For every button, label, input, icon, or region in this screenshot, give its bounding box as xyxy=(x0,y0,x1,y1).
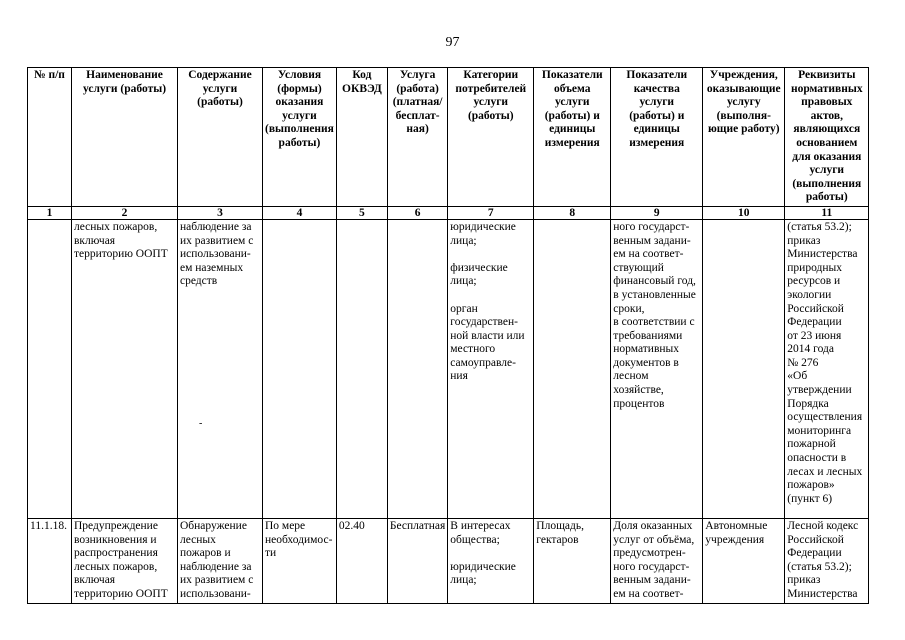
cell-line: (пункт 6) xyxy=(787,492,833,505)
cell-line: ного государст- xyxy=(613,560,690,573)
cell-line: ресурсов и xyxy=(787,275,841,288)
cell-line: наблюдение за xyxy=(180,220,252,233)
cell-line: бесплат- xyxy=(395,109,440,122)
cell-line: необходимос- xyxy=(265,533,333,546)
cell-line: услуги xyxy=(473,96,509,109)
column-number: 6 xyxy=(387,206,447,219)
cell-line: Показатели xyxy=(626,69,688,81)
cell-line: лица; xyxy=(450,574,477,587)
cell-line: от 23 июня xyxy=(787,329,842,342)
cell-line: Условия xyxy=(277,69,322,81)
cell-line: пожаров и xyxy=(180,547,231,560)
line-gap xyxy=(450,547,531,561)
column-number: 2 xyxy=(72,206,178,219)
cell-line: Содержание xyxy=(188,69,252,81)
cell-line: физические xyxy=(450,261,508,274)
cell-line: (работы) и xyxy=(544,109,600,122)
cell-line: Наименование xyxy=(86,69,163,81)
cell-line: венным задани- xyxy=(613,234,691,247)
cell-line: использовани- xyxy=(180,248,251,261)
cell-line: предусмотрен- xyxy=(613,547,686,560)
cell-line: № п/п xyxy=(34,69,65,81)
cell-line: наблюдение за xyxy=(180,560,252,573)
cell-line: являющихся xyxy=(793,123,861,136)
line-gap xyxy=(450,289,531,303)
cell-line: единицы xyxy=(633,123,680,136)
cell-line: ем на соответ- xyxy=(613,248,684,261)
cell-line: работы) xyxy=(805,191,848,204)
cell-line: ствующий xyxy=(613,261,664,274)
cell-line: их развитием с xyxy=(180,574,254,587)
cell-line: самоуправле- xyxy=(450,356,516,369)
cell-line: потребителей xyxy=(455,82,527,95)
cell-line: Реквизиты xyxy=(798,69,856,81)
cell-line: возникновения и xyxy=(74,533,157,546)
header-cell xyxy=(448,68,534,207)
cell-line: В интересах xyxy=(450,519,511,532)
cell-line: Услуга xyxy=(399,69,436,81)
cell-line: приказ xyxy=(787,574,821,587)
cell-line: Категории xyxy=(463,69,519,81)
column-number: 4 xyxy=(263,206,337,219)
cell-line: нормативных xyxy=(613,343,680,356)
column-number: 8 xyxy=(534,206,611,219)
table-cell xyxy=(387,518,447,603)
table-cell xyxy=(72,219,178,518)
cell-line: местного xyxy=(450,343,496,356)
cell-line: 02.40 xyxy=(338,519,365,532)
table-cell xyxy=(178,518,263,603)
cell-line: пожарной xyxy=(787,438,836,451)
header-cell xyxy=(336,68,387,207)
cell-line: работы) xyxy=(278,136,321,149)
table-cell xyxy=(785,219,869,518)
cell-line: учреждения xyxy=(705,533,765,546)
cell-line: Учреждения, xyxy=(709,69,778,81)
cell-line: (статья 53.2); xyxy=(787,220,852,233)
table-cell xyxy=(387,219,447,518)
header-cell xyxy=(28,68,72,207)
header-cell xyxy=(72,68,178,207)
table-cell xyxy=(611,518,703,603)
cell-line: единицы xyxy=(549,123,596,136)
cell-line: для оказания xyxy=(792,150,862,163)
cell-line: Площадь, xyxy=(536,519,585,532)
cell-line: приказ xyxy=(787,234,821,247)
table-cell xyxy=(28,219,72,518)
cell-line: услугу xyxy=(726,96,761,109)
cell-line: территорию ООПТ xyxy=(74,248,168,261)
cell-line: измерения xyxy=(544,136,600,149)
table-cell xyxy=(534,219,611,518)
cell-line: (работа) xyxy=(396,82,439,95)
cell-line: общества; xyxy=(450,533,500,546)
cell-line: 2014 года xyxy=(787,343,834,356)
cell-line: 11.1.18. xyxy=(30,519,67,532)
header-cell xyxy=(785,68,869,207)
cell-line: ния xyxy=(450,370,468,383)
cell-line: актов, xyxy=(810,109,843,122)
cell-line: (работы) и xyxy=(629,109,685,122)
cell-line: Автономные xyxy=(705,519,768,532)
cell-line: пожаров» xyxy=(787,479,835,492)
cell-line: измерения xyxy=(629,136,685,149)
cell-line: финансовый год, xyxy=(613,275,696,288)
cell-line: услуги xyxy=(555,96,590,109)
cell-line: Обнаружение xyxy=(180,519,247,532)
cell-line: ем наземных xyxy=(180,261,244,274)
cell-line: ной власти или xyxy=(450,329,525,342)
table-cell xyxy=(263,219,337,518)
column-number: 5 xyxy=(336,206,387,219)
header-cell xyxy=(611,68,703,207)
table-cell xyxy=(72,518,178,603)
stray-mark: - xyxy=(199,418,203,429)
table-cell xyxy=(336,518,387,603)
cell-line: услуг от объёма, xyxy=(613,533,695,546)
cell-line: юридические xyxy=(450,560,516,573)
cell-line: лесных пожаров, xyxy=(74,220,158,233)
cell-line: гектаров xyxy=(536,533,579,546)
cell-line: документов в xyxy=(613,356,679,369)
header-cell xyxy=(534,68,611,207)
cell-line: лесах и лесных xyxy=(787,465,863,478)
cell-line: Российской xyxy=(787,302,844,315)
cell-line: услуги xyxy=(809,164,845,177)
cell-line: опасности в xyxy=(787,452,847,465)
cell-line: Лесной кодекс xyxy=(787,519,859,532)
cell-line: Предупреждение xyxy=(74,519,158,532)
cell-line: лесном xyxy=(613,370,649,383)
table-cell xyxy=(534,518,611,603)
cell-line: осуществления xyxy=(787,411,863,424)
cell-line: (работы) xyxy=(197,96,243,109)
cell-line: лица; xyxy=(450,234,477,247)
cell-line: распространения xyxy=(74,547,158,560)
cell-line: включая xyxy=(74,234,116,247)
table-cell xyxy=(448,518,534,603)
cell-line: в установленные xyxy=(613,288,696,301)
cell-line: использовани- xyxy=(180,587,251,600)
table-cell xyxy=(785,518,869,603)
cell-line: Министерства xyxy=(787,587,858,600)
column-number: 7 xyxy=(448,206,534,219)
cell-line: экологии xyxy=(787,288,832,301)
cell-line: сроки, xyxy=(613,302,645,315)
cell-line: природных xyxy=(787,261,842,274)
cell-line: юридические xyxy=(450,220,516,233)
column-number: 10 xyxy=(703,206,785,219)
cell-line: Федерации xyxy=(787,547,842,560)
cell-line: хозяйстве, xyxy=(613,384,664,397)
cell-line: По мере xyxy=(265,519,306,532)
cell-line: утверждении xyxy=(787,384,852,397)
cell-line: лица; xyxy=(450,275,477,288)
cell-line: (выполнения xyxy=(792,177,862,190)
table-cell xyxy=(448,219,534,518)
cell-line: орган xyxy=(450,302,478,315)
cell-line: венным задани- xyxy=(613,574,691,587)
cell-line: № 276 xyxy=(787,356,819,369)
cell-line: включая xyxy=(74,574,116,587)
cell-line: услуги xyxy=(202,82,238,95)
cell-line: (платная/ xyxy=(392,96,443,109)
line-gap xyxy=(450,248,531,262)
services-table xyxy=(27,67,869,604)
header-cell xyxy=(178,68,263,207)
cell-line: (работы) xyxy=(467,109,514,122)
table-cell xyxy=(703,219,785,518)
cell-line: Код xyxy=(352,69,372,81)
cell-line: мониторинга xyxy=(787,424,852,437)
cell-line: ющие работу) xyxy=(708,123,780,136)
cell-line: Федерации xyxy=(787,316,842,329)
cell-line: услуги (работы) xyxy=(82,82,167,95)
cell-line: «Об xyxy=(787,370,808,383)
page-number: 97 xyxy=(445,35,460,50)
header-row xyxy=(28,68,869,207)
cell-line: ная) xyxy=(406,123,429,136)
table-cell xyxy=(28,518,72,603)
cell-line: (статья 53.2); xyxy=(787,560,852,573)
cell-line: объема xyxy=(554,82,591,95)
cell-line: государствен- xyxy=(450,316,519,329)
header-cell xyxy=(263,68,337,207)
column-number: 11 xyxy=(785,206,869,219)
cell-line: услуги xyxy=(282,109,317,122)
cell-line: требованиями xyxy=(613,329,683,342)
table-row-11-1-18 xyxy=(28,518,869,603)
column-number: 1 xyxy=(28,206,72,219)
cell-line: Российской xyxy=(787,533,844,546)
cell-line: Доля оказанных xyxy=(613,519,693,532)
header-cell xyxy=(387,68,447,207)
cell-line: процентов xyxy=(613,397,665,410)
cell-line: средств xyxy=(180,275,218,288)
cell-line: Показатели xyxy=(541,69,603,81)
cell-line: оказания xyxy=(275,96,324,109)
cell-line: (выполня- xyxy=(716,109,771,122)
cell-line: территорию ООПТ xyxy=(74,587,168,600)
table-cell xyxy=(263,518,337,603)
cell-line: (выполнения xyxy=(265,123,334,136)
column-number: 3 xyxy=(178,206,263,219)
cell-line: основанием xyxy=(796,136,858,149)
table-cell xyxy=(611,219,703,518)
cell-line: оказывающие xyxy=(706,82,781,95)
table-cell xyxy=(178,219,263,518)
cell-line: ного государст- xyxy=(613,220,690,233)
cell-line: правовых xyxy=(801,96,853,109)
cell-line: лесных пожаров, xyxy=(74,560,158,573)
table-row-continued xyxy=(28,219,869,518)
table-cell xyxy=(336,219,387,518)
cell-line: в соответствии с xyxy=(613,316,695,329)
table-cell xyxy=(703,518,785,603)
cell-line: нормативных xyxy=(790,82,863,95)
cell-line: (формы) xyxy=(277,82,322,95)
cell-line: лесных xyxy=(180,533,216,546)
cell-line: качества xyxy=(633,82,680,95)
column-number-row xyxy=(28,206,869,219)
cell-line: ОКВЭД xyxy=(342,82,382,95)
cell-line: ти xyxy=(265,547,277,560)
cell-line: их развитием с xyxy=(180,234,254,247)
header-cell xyxy=(703,68,785,207)
cell-line: Бесплатная xyxy=(389,519,446,532)
column-number: 9 xyxy=(611,206,703,219)
cell-line: Министерства xyxy=(787,248,858,261)
cell-line: Порядка xyxy=(787,397,829,410)
cell-line: услуги xyxy=(639,96,675,109)
cell-line: ем на соответ- xyxy=(613,587,684,600)
